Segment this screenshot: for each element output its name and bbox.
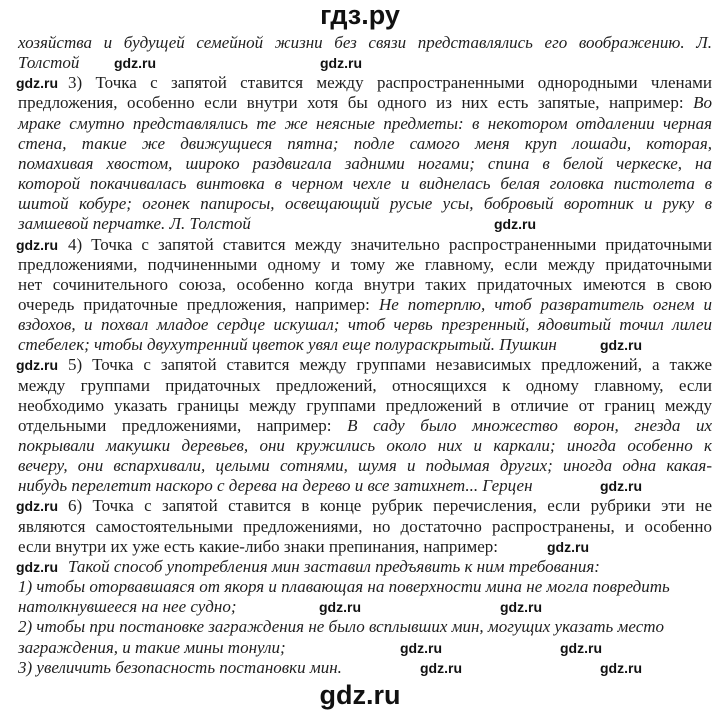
italic-example-text: шитой кобуре; огонек папиросы, освещающий русые усы, бобровый воротник и руку в	[18, 194, 712, 214]
watermark: gdz.ru	[420, 659, 462, 676]
text-line	[18, 295, 712, 315]
italic-example-text: заграждения, и такие мины тонули;	[18, 637, 286, 657]
italic-example-text: В саду было множество ворон, гнезда их	[347, 415, 712, 435]
rule-text: предложениями, подчиненными одному и тому же главному, если между придаточными	[18, 254, 712, 274]
watermark: gdz.ru	[400, 639, 442, 656]
watermark: gdz.ru	[320, 55, 362, 72]
italic-example-text: помахивая хвостом, широко раздвигала задними ногами; спина в белой черкеске, на	[18, 153, 712, 173]
rule-text: являются самостоятельными предложениями, но достаточно распространены, и особенно	[18, 516, 712, 536]
text-line	[18, 577, 712, 597]
watermark: gdz.ru	[16, 357, 58, 374]
text-line	[18, 93, 712, 113]
text-line	[18, 456, 712, 476]
rule-text: нет сочинительного союза, особенно когда внутри таких придаточных имеются в свою	[18, 274, 712, 294]
italic-example-text: вечеру, они вспархивали, целыми сотнями, шумя и подымая других; иногда одна какая-	[18, 456, 712, 476]
watermark: gdz.ru	[114, 55, 156, 72]
text-line	[68, 73, 712, 93]
text-line	[18, 154, 712, 174]
text-line	[18, 214, 712, 234]
watermark: gdz.ru	[600, 337, 642, 354]
text-line	[18, 376, 712, 396]
text-line	[18, 597, 712, 617]
site-header-logo: гдз.ру	[320, 0, 400, 30]
rule-text: между группами придаточных предложений, относящихся к одному главному, если	[18, 375, 712, 395]
watermark: gdz.ru	[494, 216, 536, 233]
watermark: gdz.ru	[547, 538, 589, 555]
text-line	[18, 617, 712, 637]
watermark: gdz.ru	[16, 236, 58, 253]
italic-example-text: нибудь перелетит наскоро с дерева на дерево и все затихнет... Герцен	[18, 476, 533, 496]
text-line	[18, 638, 712, 658]
watermark: gdz.ru	[600, 478, 642, 495]
text-line	[18, 194, 712, 214]
watermark: gdz.ru	[600, 659, 642, 676]
italic-example-text: замшевой перчатке. Л. Толстой	[18, 214, 251, 234]
italic-example-text: стена, такие же движущиеся пятна; подле самого меня круп лошади, которая,	[18, 133, 712, 153]
rule-text: необходимо указать границы между группами предложений в отличие от границ между	[18, 395, 712, 415]
rule-text: 4) Точка с запятой ставится между значительно распространенными придаточными	[68, 234, 712, 254]
italic-example-text: покрывали макушки деревьев, они кружились около них и каркали; иногда особенно к	[18, 436, 712, 455]
italic-example-text: стебелек; чтобы двухутренний цветок увял еще полураскрытый. Пушкин	[18, 335, 557, 355]
text-line	[18, 174, 712, 194]
text-line	[18, 396, 712, 416]
italic-example-text: вздохов, и похвал младое сердце искушал; чтоб червь презренный, ядовитый точил лилеи	[18, 315, 712, 335]
text-line	[18, 114, 712, 134]
watermark: gdz.ru	[16, 75, 58, 92]
rule-text: 5) Точка с запятой ставится между группами независимых предложений, а также	[68, 355, 712, 375]
rule-text: очередь придаточные предложения, например:	[18, 294, 379, 314]
italic-example-text: которой покачивалась винтовка в черном чехле и виднелась белая головка пистолета в	[18, 174, 712, 194]
text-line	[68, 496, 712, 516]
italic-example-text: хозяйства и будущей семейной жизни без связи представлялись его воображению. Л.	[18, 33, 712, 52]
text-line	[68, 235, 712, 255]
italic-example-text: Толстой	[18, 53, 80, 73]
watermark: gdz.ru	[319, 599, 361, 616]
italic-example-text: Такой способ употребления мин заставил предъявить к ним требования:	[68, 556, 600, 576]
italic-example-text: Во	[693, 93, 712, 113]
italic-example-text: 3) увеличить безопасность постановки мин.	[18, 657, 342, 677]
watermark: gdz.ru	[16, 498, 58, 515]
text-line	[18, 33, 712, 53]
watermark: gdz.ru	[560, 639, 602, 656]
italic-example-text: 2) чтобы при постановке заграждения не было всплывших мин, могущих указать место	[18, 617, 665, 637]
text-line	[18, 134, 712, 154]
watermark: gdz.ru	[16, 558, 58, 575]
text-line	[18, 275, 712, 295]
footer-logo: gdz.ru	[319, 680, 401, 710]
rule-text: 3) Точка с запятой ставится между распространенными однородными членами	[68, 73, 712, 93]
rule-text: отдельными предложениями, например:	[18, 415, 348, 435]
italic-example-text: 1) чтобы оторвавшаяся от якоря и плавающая на поверхности мина не могла повредить	[18, 577, 670, 597]
rule-text: 6) Точка с запятой ставится в конце рубрик перечисления, если рубрики эти не	[68, 496, 712, 516]
italic-example-text: Не потерплю, чтоб развратитель огнем и	[378, 294, 712, 314]
text-line	[18, 436, 712, 456]
text-line	[18, 517, 712, 537]
text-line	[18, 416, 712, 436]
text-line	[68, 557, 712, 577]
italic-example-text: натолкнувшееся на нее судно;	[18, 597, 237, 617]
text-line	[18, 537, 712, 557]
text-line	[18, 255, 712, 275]
text-line	[18, 315, 712, 335]
italic-example-text: мраке смутно представлялись те же неясные предметы: в некотором отдалении черная	[18, 113, 712, 133]
rule-text: предложения, особенно если внутри хотя бы одного из них есть запятые, например:	[18, 93, 694, 113]
watermark: gdz.ru	[500, 599, 542, 616]
rule-text: если внутри их уже есть какие-либо знаки препинания, например:	[18, 536, 499, 556]
text-line	[68, 355, 712, 375]
